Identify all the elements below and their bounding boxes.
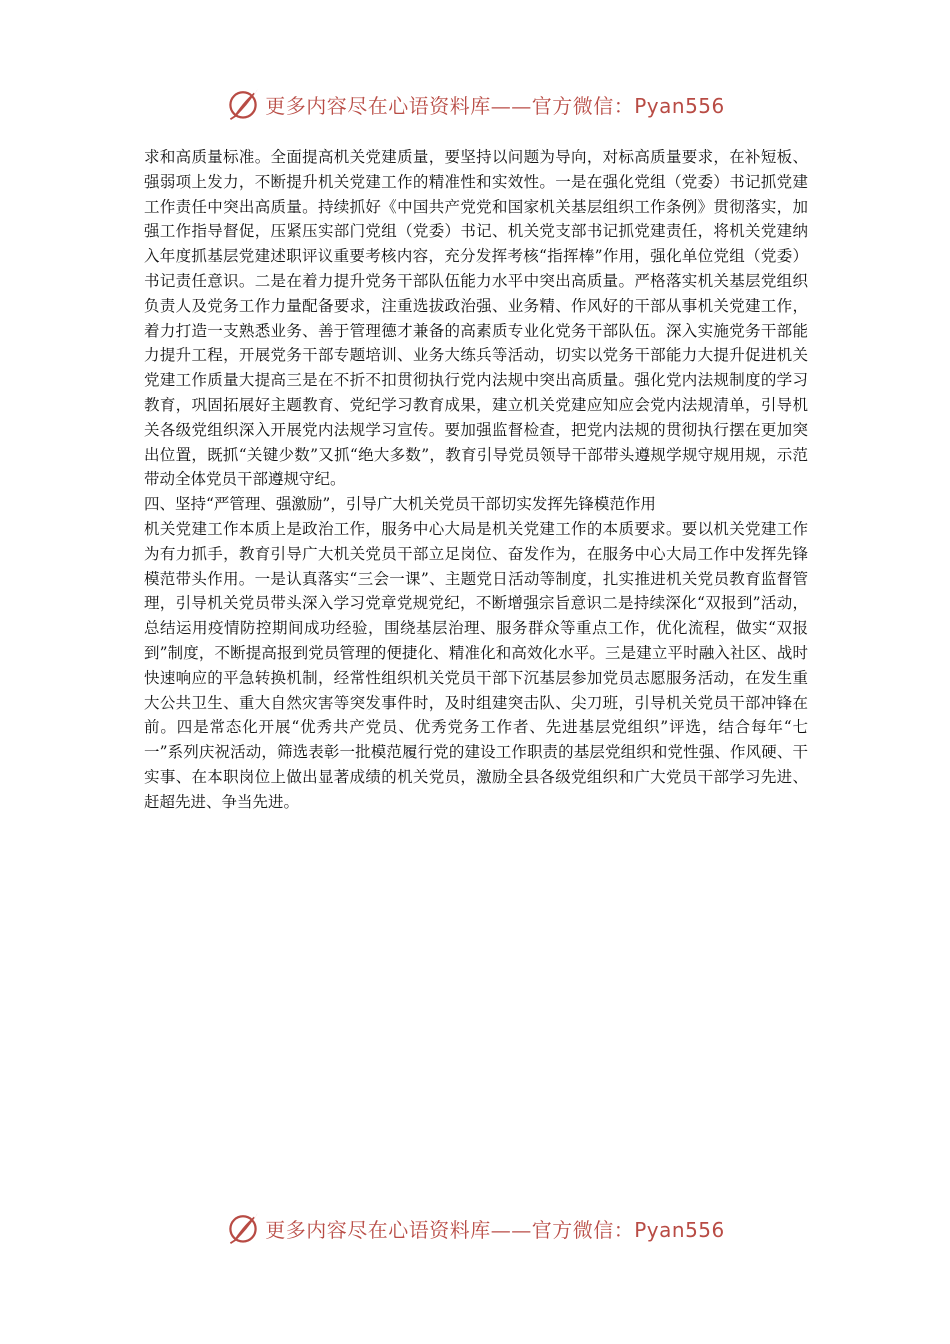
quill-logo-icon [225,1210,261,1246]
footer-banner-text: 更多内容尽在心语资料库——官方微信：Pyan556 [265,1217,725,1242]
section-heading: 四、坚持“严管理、强激励”，引导广大机关党员干部切实发挥先锋模范作用 [144,495,656,514]
header-banner-text: 更多内容尽在心语资料库——官方微信：Pyan556 [265,93,725,118]
body-paragraph: 求和高质量标准。全面提高机关党建质量，要坚持以问题为导向，对标高质量要求，在补短板、强弱项上发力，不断提升机关党建工作的精准性和实效性。一是在强化党组（党委）书记抓党建工作责任中突出高质量。持续抓好《中国共产党党和国家机关基层组织工作条例》贯彻落实，加强工作指导督促，压紧压实部门党组（党委）书记、机关党支部书记抓党建责任，将机关党建纳入年度抓基层党建述职评议重要考核内容，充分发挥考核“指挥棒”作用，强化单位党组（党委）书记责任意识。二是在着力提升党务干部队伍能力水平中突出高质量。严格落实机关基层党组织负责人及党务工作力量配备要求，注重选拔政治强、业务精、作风好的干部从事机关党建工作，着力打造一支熟悉业务、善于管理德才兼备的高素质专业化党务干部队伍。深入实施党务干部能力提升工程，开展党务干部专题培训、业务大练兵等活动，切实以党务干部能力大提升促进机关党建工作质量大提高三是在不折不扣贯彻执行党内法规中突出高质量。强化党内法规制度的学习教育，巩固拓展好主题教育、党纪学习教育成果，建立机关党建应知应会党内法规清单，引导机关各级党组织深入开展党内法规学习宣传。要加强监督检查，把党内法规的贯彻执行摆在更加突出位置，既抓“关键少数”又抓“绝大多数”，教育引导党员领导干部带头遵规学规守规用规，示范带动全体党员干部遵规守纪。 [144,148,808,489]
footer-banner [0,1208,950,1248]
header-banner [0,84,950,124]
quill-logo-icon [225,86,261,122]
document-body [144,145,808,815]
body-paragraph: 机关党建工作本质上是政治工作，服务中心大局是机关党建工作的本质要求。要以机关党建工作为有力抓手，教育引导广大机关党员干部立足岗位、奋发作为，在服务中心大局工作中发挥先锋模范带头作用。一是认真落实“三会一课”、主题党日活动等制度，扎实推进机关党员教育监督管理，引导机关党员带头深入学习党章党规党纪，不断增强宗旨意识二是持续深化“双报到”活动，总结运用疫情防控期间成功经验，围绕基层治理、服务群众等重点工作，优化流程，做实“双报到”制度，不断提高报到党员管理的便捷化、精准化和高效化水平。三是建立平时融入社区、战时快速响应的平急转换机制，经常性组织机关党员干部下沉基层参加党员志愿服务活动，在发生重大公共卫生、重大自然灾害等突发事件时，及时组建突击队、尖刀班，引导机关党员干部冲锋在前。四是常态化开展“优秀共产党员、优秀党务工作者、先进基层党组织”评选，结合每年“七一”系列庆祝活动，筛选表彰一批模范履行党的建设工作职责的基层党组织和党性强、作风硬、干实事、在本职岗位上做出显著成绩的机关党员，激励全县各级党组织和广大党员干部学习先进、赶超先进、争当先进。 [144,519,808,811]
